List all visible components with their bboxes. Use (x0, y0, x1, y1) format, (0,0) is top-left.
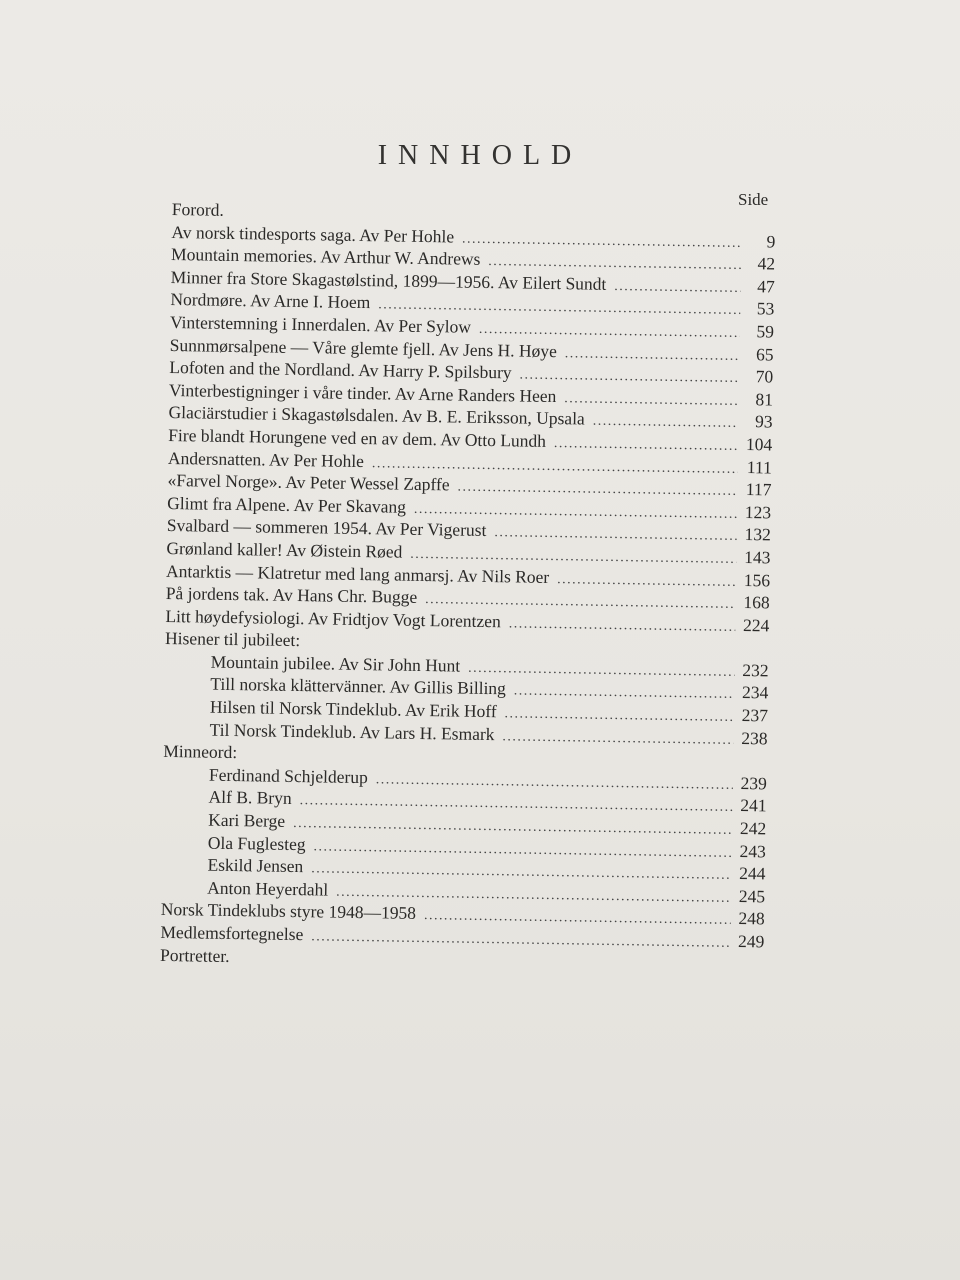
toc-entry-title: Ferdinand Schjelderup (208, 764, 369, 787)
toc-entry-page: 224 (742, 614, 770, 636)
toc-entry-title: Lofoten and the Nordland. Av Harry P. Spilsbury (169, 357, 512, 383)
dot-leader (468, 658, 735, 685)
toc-entry-title: På jordens tak. Av Hans Chr. Bugge (165, 583, 418, 607)
toc-entry-title: Hisener til jubileet: (164, 628, 301, 651)
dot-leader (593, 411, 739, 436)
toc-entry-title: Minneord: (163, 741, 238, 763)
dot-leader (565, 343, 740, 368)
toc-entry-title: Fire blandt Horungene ved en av dem. Av Otto Lundh (168, 424, 547, 451)
toc-entry-title: Andersnatten. Av Per Hohle (167, 447, 365, 471)
toc-entry-title: Til Norsk Tindeklub. Av Lars H. Esmark (209, 719, 495, 744)
toc-entry-title: Av norsk tindesports saga. Av Per Hohle (171, 221, 455, 247)
toc-entry-page: 168 (743, 592, 770, 613)
toc-entry-title: Mountain jubilee. Av Sir John Hunt (210, 651, 461, 676)
dot-leader (502, 726, 733, 752)
toc-entry-page: 238 (741, 727, 768, 749)
toc-entry-title: Vinterstemning i Innerdalen. Av Per Sylow (169, 311, 472, 337)
toc-entry-title: Nordmøre. Av Arne I. Hoem (170, 289, 371, 313)
toc-entry-page: 65 (755, 343, 774, 365)
toc-entry-title: Glimt fra Alpene. Av Per Skavang (167, 492, 407, 517)
toc-entry-page: 234 (741, 682, 769, 703)
toc-entry-page: 242 (739, 818, 767, 839)
toc-entry-title: Norsk Tindeklubs styre 1948—1958 (160, 899, 417, 924)
toc-entry-title: Alf B. Bryn (208, 787, 292, 809)
toc-entry-page: 59 (756, 321, 775, 342)
toc-entry-page: 241 (740, 795, 767, 816)
toc-entry-title: Hilsen til Norsk Tindeklub. Av Erik Hoff (209, 696, 497, 722)
dot-leader (509, 613, 736, 639)
toc-entry-page: 9 (766, 230, 776, 252)
toc-entry-title: Minner fra Store Skagastølstind, 1899—1956. Av Eilert Sundt (170, 266, 607, 294)
toc-entry-title: Kari Berge (208, 809, 286, 831)
toc-entry-page: 111 (746, 456, 773, 477)
toc-entry-title: Ola Fuglesteg (207, 832, 306, 854)
table-of-contents (160, 198, 776, 976)
toc-entry-title: Litt høydefysiologi. Av Fridtjov Vogt Lorentzen (165, 605, 501, 631)
dot-leader (557, 569, 736, 594)
toc-entry-page: 239 (740, 772, 768, 794)
toc-entry-page: 143 (744, 546, 771, 568)
toc-entry-page: 123 (744, 501, 772, 523)
toc-entry-title: Forord. (171, 198, 224, 220)
toc-entry-title: Svalbard — sommeren 1954. Av Per Vigerust (166, 515, 487, 541)
toc-entry-title: Vinterbestigninger i våre tinder. Av Arne Randers Heen (168, 379, 557, 406)
page-title: INNHOLD (377, 140, 583, 171)
toc-entry-page: 93 (754, 411, 773, 432)
toc-entry-title: Portretter. (159, 944, 230, 966)
toc-entry-page: 244 (739, 863, 766, 884)
toc-entry-title: Mountain memories. Av Arthur W. Andrews (170, 244, 481, 270)
toc-entry-title: Till norska klättervänner. Av Gillis Billing (210, 674, 507, 699)
dot-leader (564, 388, 739, 413)
toc-entry-page: 117 (745, 479, 772, 500)
toc-entry-page: 132 (744, 524, 771, 545)
toc-entry-title: Glaciärstudier i Skagastølsdalen. Av B. E. Eriksson, Upsala (168, 402, 585, 429)
toc-entry-page: 104 (745, 433, 773, 455)
toc-entry-title: Anton Heyerdahl (207, 877, 329, 900)
toc-entry-page: 249 (737, 930, 765, 952)
page-column-label: Side (738, 190, 769, 209)
toc-entry-page: 47 (757, 275, 775, 297)
toc-entry-title: Antarktis — Klatretur med lang anmarsj. Av Nils Roer (165, 560, 550, 587)
dot-leader (614, 276, 741, 301)
toc-entry-page: 70 (755, 366, 774, 387)
toc-entry-page: 53 (756, 298, 775, 319)
toc-entry-title: Sunnmørsalpene — Våre glemte fjell. Av Jens H. Høye (169, 334, 557, 361)
dot-leader (554, 433, 739, 458)
toc-entry-title: Medlemsfortegnelse (160, 921, 304, 945)
toc-entry-page: 232 (742, 659, 769, 681)
toc-entry-page: 248 (738, 908, 765, 929)
toc-entry-page: 243 (739, 840, 766, 862)
toc-entry-title: Eskild Jensen (207, 854, 304, 877)
toc-entry-page: 245 (738, 885, 766, 907)
toc-entry-page: 42 (757, 253, 776, 274)
toc-entry-title: Grønland kaller! Av Øistein Røed (166, 537, 403, 562)
toc-entry-title: «Farvel Norge». Av Peter Wessel Zapffe (167, 470, 450, 495)
toc-entry-page: 237 (741, 705, 769, 726)
toc-entry-page: 156 (743, 569, 771, 590)
toc-entry-page: 81 (755, 388, 774, 410)
